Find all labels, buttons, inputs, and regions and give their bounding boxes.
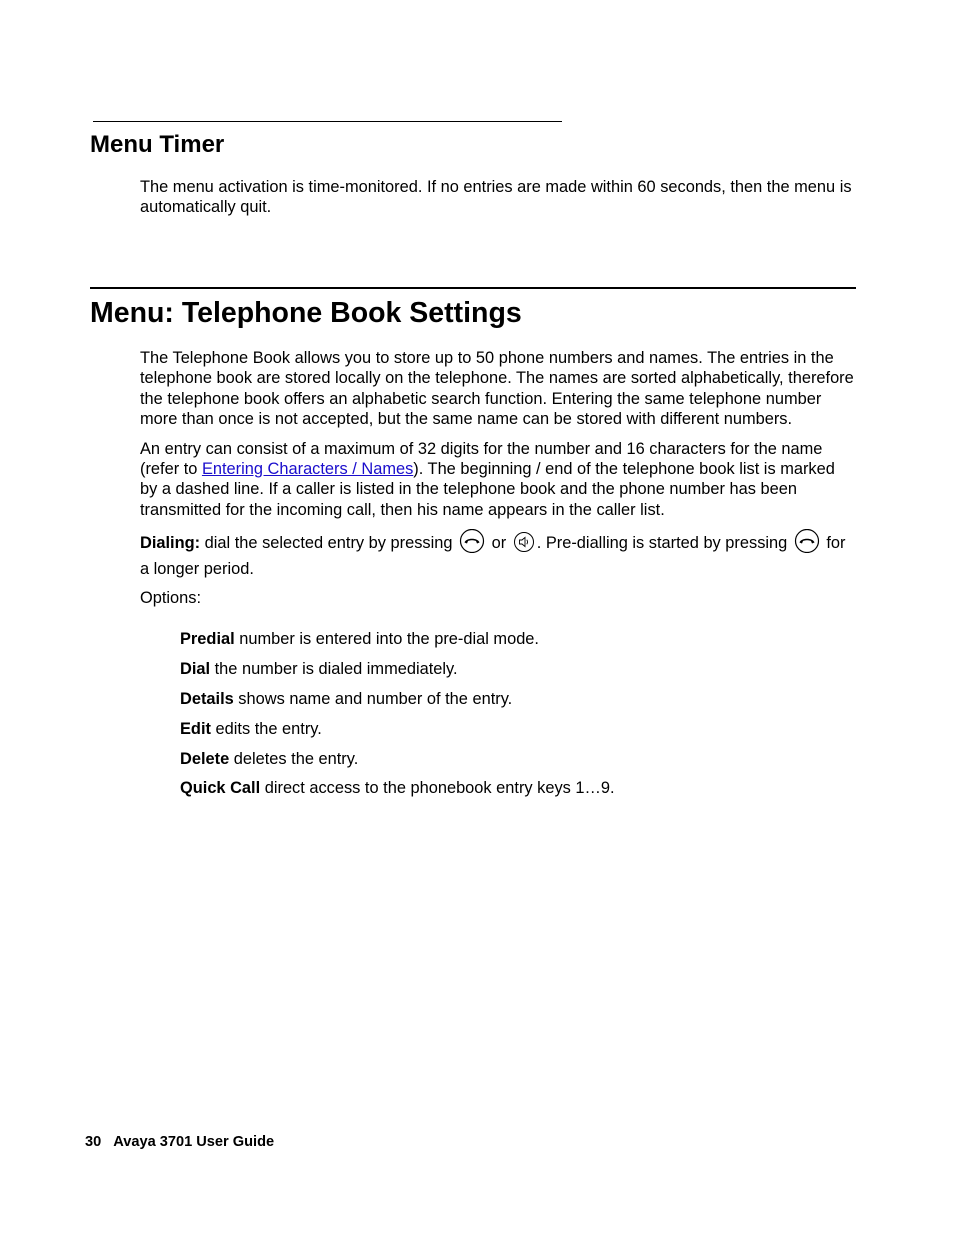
- heading-telephone-book-settings: Menu: Telephone Book Settings: [90, 297, 522, 329]
- phone-off-hook-icon: [794, 529, 820, 558]
- page-number: 30: [85, 1134, 102, 1150]
- page-footer: [85, 1133, 274, 1151]
- section-divider-main: [90, 287, 856, 289]
- list-item: Dial the number is dialed immediately.: [180, 659, 458, 678]
- dialing-label: Dialing:: [140, 534, 201, 553]
- list-item: Details shows name and number of the entry.: [180, 689, 513, 708]
- options-list: [180, 629, 856, 808]
- list-item: Quick Call direct access to the phonebook entry keys 1…9.: [180, 779, 615, 798]
- heading-menu-timer: Menu Timer: [90, 131, 225, 158]
- menu-timer-body: [140, 177, 856, 227]
- telephone-book-intro: The Telephone Book allows you to store up to 50 phone numbers and names. The entries in the telephone book are stored locally on the telephone. The names are sorted alphabetically, therefore the telephone book offers an alphabetic search function. Entering the same telephone number more than once is not accepted, but the same name can be stored with different numbers.: [140, 349, 854, 428]
- list-item: Predial number is entered into the pre-dial mode.: [180, 630, 539, 648]
- list-item: Edit edits the entry.: [180, 719, 322, 738]
- list-item: Delete deletes the entry.: [180, 749, 359, 768]
- dialing-paragraph: Dialing: dial the selected entry by pressing or . Pre-dialling is started by pressing for a longer period.: [140, 529, 856, 579]
- speaker-icon: [513, 531, 535, 558]
- guide-title: Avaya 3701 User Guide: [113, 1134, 275, 1150]
- telephone-book-body: [140, 348, 856, 618]
- phone-off-hook-icon: [459, 529, 485, 558]
- options-label: Options:: [140, 589, 202, 608]
- section-divider-top: [93, 121, 562, 122]
- menu-timer-paragraph: The menu activation is time-monitored. If no entries are made within 60 seconds, then the menu is automatically quit.: [140, 178, 852, 217]
- telephone-book-entry-paragraph: An entry can consist of a maximum of 32 digits for the number and 16 characters for the name (refer to Entering Characters / Names). The beginning / end of the telephone book list is marked by a dashed line. If a caller is listed in the telephone book and the phone number has been transmitted for the incoming call, then his name appears in the caller list.: [140, 439, 835, 519]
- entering-characters-link[interactable]: Entering Characters / Names: [201, 459, 414, 478]
